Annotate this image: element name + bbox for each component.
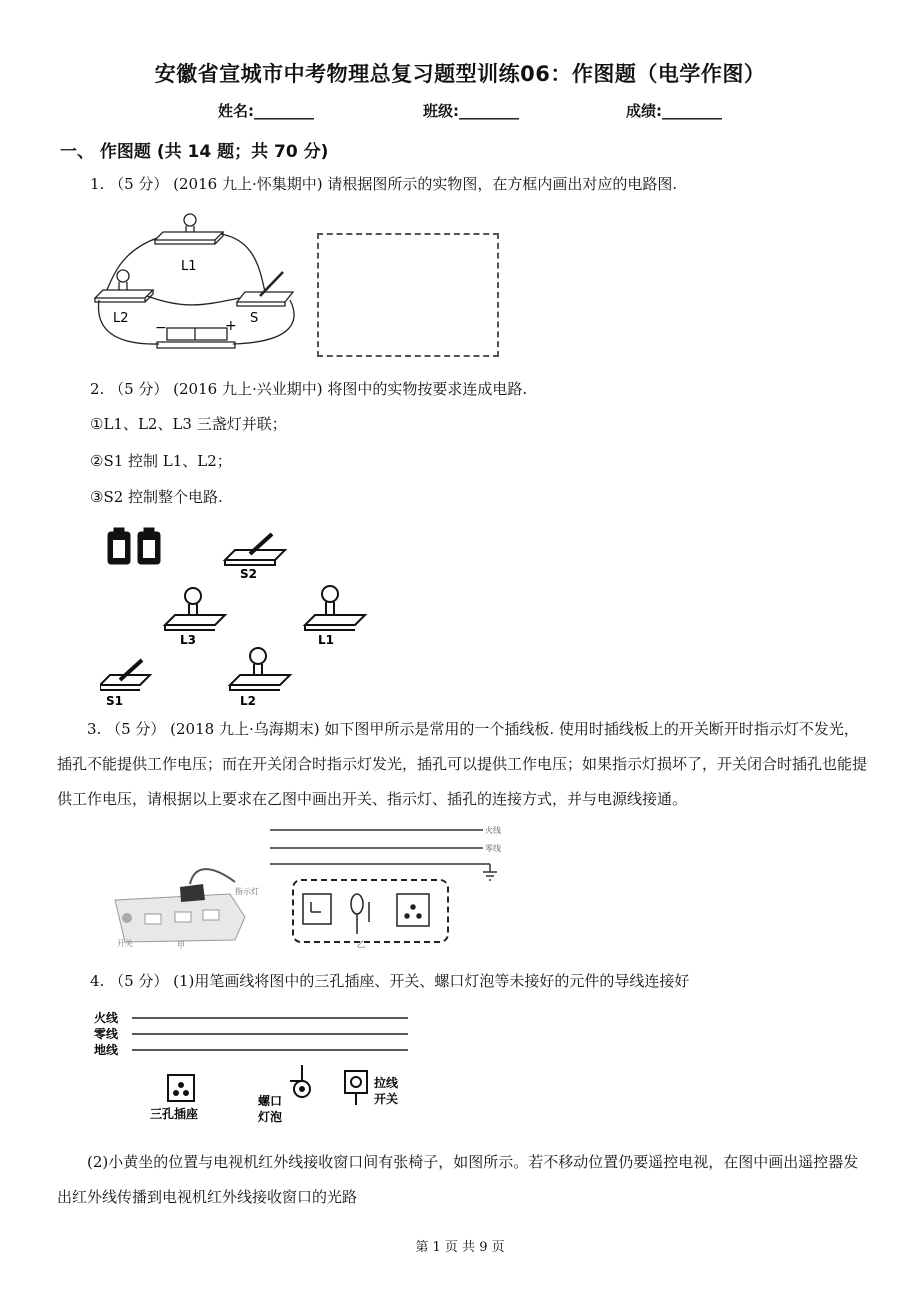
q4-label-fire: 火线: [94, 1011, 119, 1025]
q1-wire: [147, 296, 240, 305]
q1-wire: [99, 300, 160, 344]
q3-label-indicator: 指示灯: [235, 887, 259, 896]
q4-label-ground: 地线: [94, 1043, 119, 1057]
q1-l1-bulb-icon: [184, 214, 196, 226]
q3-diagram-b-box: [293, 880, 448, 942]
q1-wire: [107, 238, 157, 290]
q1-answer-box[interactable]: [317, 233, 499, 357]
q4-label-zero: 零线: [94, 1027, 119, 1041]
q3-indicator-lamp-icon: [351, 894, 363, 914]
page-footer: 第 1 页 共 9 页: [415, 1240, 505, 1255]
q1-l2-board: [95, 290, 153, 298]
q4-label-switch-2: 开关: [374, 1092, 399, 1106]
class-field[interactable]: 班级:________: [423, 102, 519, 120]
q2-label-l2: L2: [240, 694, 256, 708]
q2-l2-lamp-icon: [230, 675, 290, 685]
q1-switch-board: [237, 292, 293, 302]
q3-switch-icon: [303, 894, 331, 924]
q3-switch-button: [122, 913, 132, 923]
q3-plug-icon: [180, 884, 205, 902]
name-field[interactable]: 姓名:________: [218, 102, 314, 120]
q1-label-s: S: [250, 311, 259, 326]
q1-label-l2: L2: [113, 311, 129, 326]
question-3-text: 3. （5 分） (2018 九上·乌海期末) 如下图甲所示是常用的一个插线板. 使用时插线板上的开关断开时指示灯不发光，插孔不能提供工作电压；而在开关闭合时指示灯发光，插孔可以提供工作电压；如果指示灯损坏了，开关闭合时插孔也能提供工作电压，请根据以上要求在乙图中画出开关、指示灯、插孔的连接方式，并与电源线接通。: [57, 720, 868, 808]
q4-label-switch-1: 拉线: [374, 1076, 399, 1090]
q2-l3-lamp-icon: [165, 615, 225, 625]
q4-pull-switch-icon: [345, 1071, 367, 1093]
question-4-part-2-text: (2)小黄坐的位置与电视机红外线接收窗口间有张椅子，如图所示。若不移动位置仍要遥控电视，在图中画出遥控器发出红外线传播到电视机红外线接收窗口的光路: [57, 1153, 859, 1206]
q1-label-minus: −: [155, 320, 167, 336]
q3-label-zero: 零线: [485, 844, 501, 853]
q3-power-strip-figure: [85, 822, 525, 950]
q1-l2-bulb-icon: [117, 270, 129, 282]
q1-battery-icon: [167, 328, 227, 340]
q2-requirement-1: ①L1、L2、L3 三盏灯并联；: [90, 415, 287, 433]
question-1-text: 1. （5 分） (2016 九上·怀集期中) 请根据图所示的实物图，在方框内画出对应的电路图.: [90, 175, 678, 193]
q4-label-bulb-2: 灯泡: [258, 1110, 283, 1124]
q4-screw-bulb-icon: [290, 1065, 302, 1081]
q1-wire: [221, 234, 265, 292]
q4-label-socket: 三孔插座: [150, 1107, 199, 1121]
q2-l1-lamp-icon: [305, 615, 365, 625]
q4-label-bulb-1: 螺口: [258, 1094, 283, 1108]
q1-label-plus: +: [225, 318, 237, 334]
q2-label-s1: S1: [106, 694, 123, 708]
q3-label-switch: 开关: [117, 939, 133, 948]
q3-label-jia: 甲: [177, 941, 185, 950]
page-title: 安徽省宣城市中考物理总复习题型训练06：作图题（电学作图）: [154, 62, 766, 86]
q1-l1-board: [155, 232, 223, 240]
q3-label-fire: 火线: [485, 826, 501, 835]
q2-components-figure: [100, 520, 380, 710]
question-2-text: 2. （5 分） (2016 九上·兴业期中) 将图中的实物按要求连成电路.: [90, 380, 528, 398]
score-field[interactable]: 成绩:________: [626, 102, 722, 120]
q1-real-circuit-figure: [85, 210, 315, 360]
section-title: 一、 作图题 (共 14 题；共 70 分): [60, 142, 329, 162]
q2-label-l1: L1: [318, 633, 334, 647]
q3-label-yi: 乙: [357, 940, 365, 949]
q4-household-circuit-figure: [90, 1005, 420, 1125]
q2-requirement-2: ②S1 控制 L1、L2；: [90, 452, 232, 470]
question-4-text: 4. （5 分） (1)用笔画线将图中的三孔插座、开关、螺口灯泡等未接好的元件的导线连接好: [90, 972, 690, 990]
ground-icon: [483, 864, 497, 880]
q3-socket-icon: [397, 894, 429, 926]
q2-label-s2: S2: [240, 567, 257, 581]
q2-requirement-3: ③S2 控制整个电路.: [90, 488, 223, 506]
q2-label-l3: L3: [180, 633, 196, 647]
q1-label-l1: L1: [181, 259, 197, 274]
